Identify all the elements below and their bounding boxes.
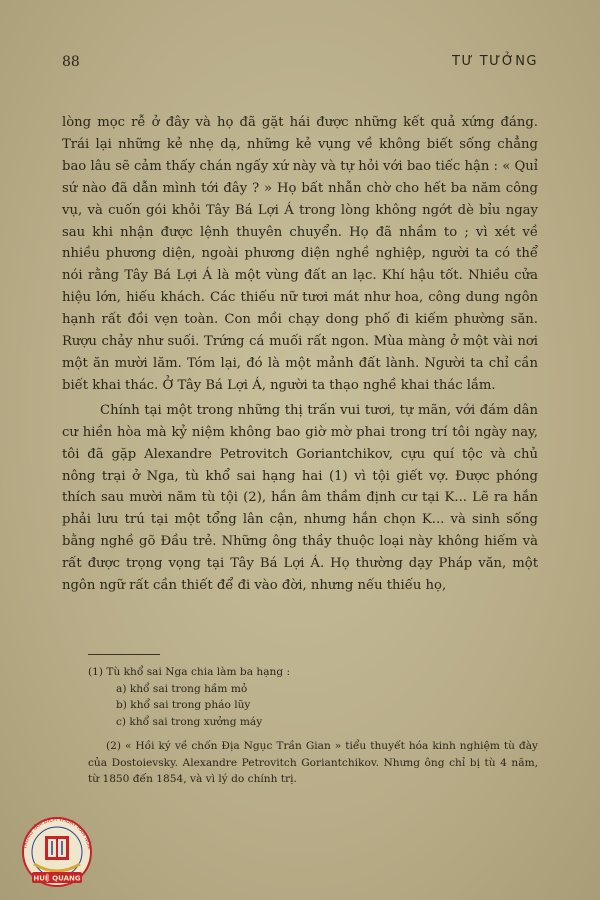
footnote-2: (2) « Hồi ký về chốn Địa Ngục Trần Gian » tiểu thuyết hóa kinh nghiệm tù đày của Dostoievsky. Alexandre Petrovitch Goriantchikov. Nhưng ông chỉ bị tù 4 năm, từ 1850 đến 1854, và vì lý do chính trị. (88, 740, 538, 785)
hue-quang-logo-icon (14, 812, 100, 892)
paragraph-2: Chính tại một trong những thị trấn vui tươi, tự mãn, với đám dân cư hiền hòa mà kỷ niệm không bao giờ mờ phai trong trí tôi ngày nay, tôi đã gặp Alexandre Petrovitch Goriantchikov, cựu quí tộc và chủ nông trại ở Nga, tù khổ sai hạng hai (1) vì tội giết vợ. Được phóng thích sau mười năm tù tội (2), hắn âm thầm định cư tại K... Lẽ ra hắn phải lưu trú tại một tổng lân cận, nhưng hắn chọn K... và sinh sống bằng nghề gõ Đầu trẻ. Những ông thầy thuộc loại này không hiếm và rất được trọng vọng tại Tây Bá Lợi Á. Họ thường dạy Pháp văn, một ngôn ngữ rất cần thiết để đi vào đời, nhưng nếu thiếu họ, (62, 402, 538, 594)
footnote-1-item-b: b) khổ sai trong pháo lũy (116, 699, 251, 711)
page-header (62, 54, 538, 76)
page-number: 88 (62, 54, 80, 70)
paragraph-1: lòng mọc rễ ở đây và họ đã gặt hái được những kết quả xứng đáng. Trái lại những kẻ nhẹ dạ, những kẻ vụng về không biết sống chẳng bao lâu sẽ cảm thấy chán ngấy xứ này và tự hỏi với bao tiếc hận : « Quỉ sứ nào đã dẫn mình tới đây ? » Họ bất nhẫn chờ cho hết ba năm công vụ, và cuốn gói khỏi Tây Bá Lợi Á trong lòng không ngớt dè bỉu ngay sau khi nhận được lệnh thuyên chuyển. Họ đã nhầm to ; vì xét về nhiều phương diện, ngoài phương diện nghề nghiệp, người ta có thể nói rằng Tây Bá Lợi Á là một vùng đất an lạc. Khí hậu tốt. Nhiều cửa hiệu lớn, hiếu khách. Các thiếu nữ tươi mát như hoa, công dung ngôn hạnh rất đồi vẹn toàn. Con mồi chạy dong phố đi kiếm phường săn. Rượu chảy như suối. Trứng cá muối rất ngon. Mùa màng ở một vài nơi một ăn mười lăm. Tóm lại, đó là một mảnh đất lành. Người ta chỉ cần biết khai thác. Ở Tây Bá Lợi Á, người ta thạo nghề khai thác lắm. (62, 115, 538, 393)
hue-quang-logo-stamp (14, 812, 100, 892)
body-text (62, 112, 538, 597)
footnote-1-item-a: a) khổ sai trong hầm mỏ (116, 682, 248, 695)
footnote-1: (1) Tù khổ sai Nga chia làm ba hạng : (88, 666, 291, 678)
stamp-arc-text: TRUNG TÂM DỊCH THUẬT HÁN NÔM (22, 816, 92, 851)
stamp-name: HUỆ QUANG (33, 874, 81, 883)
footnote-1-item-c: c) khổ sai trong xưởng máy (116, 715, 263, 728)
running-title: TƯ TƯỞNG (452, 54, 538, 69)
footnotes (88, 664, 538, 788)
footnote-rule (88, 654, 160, 655)
